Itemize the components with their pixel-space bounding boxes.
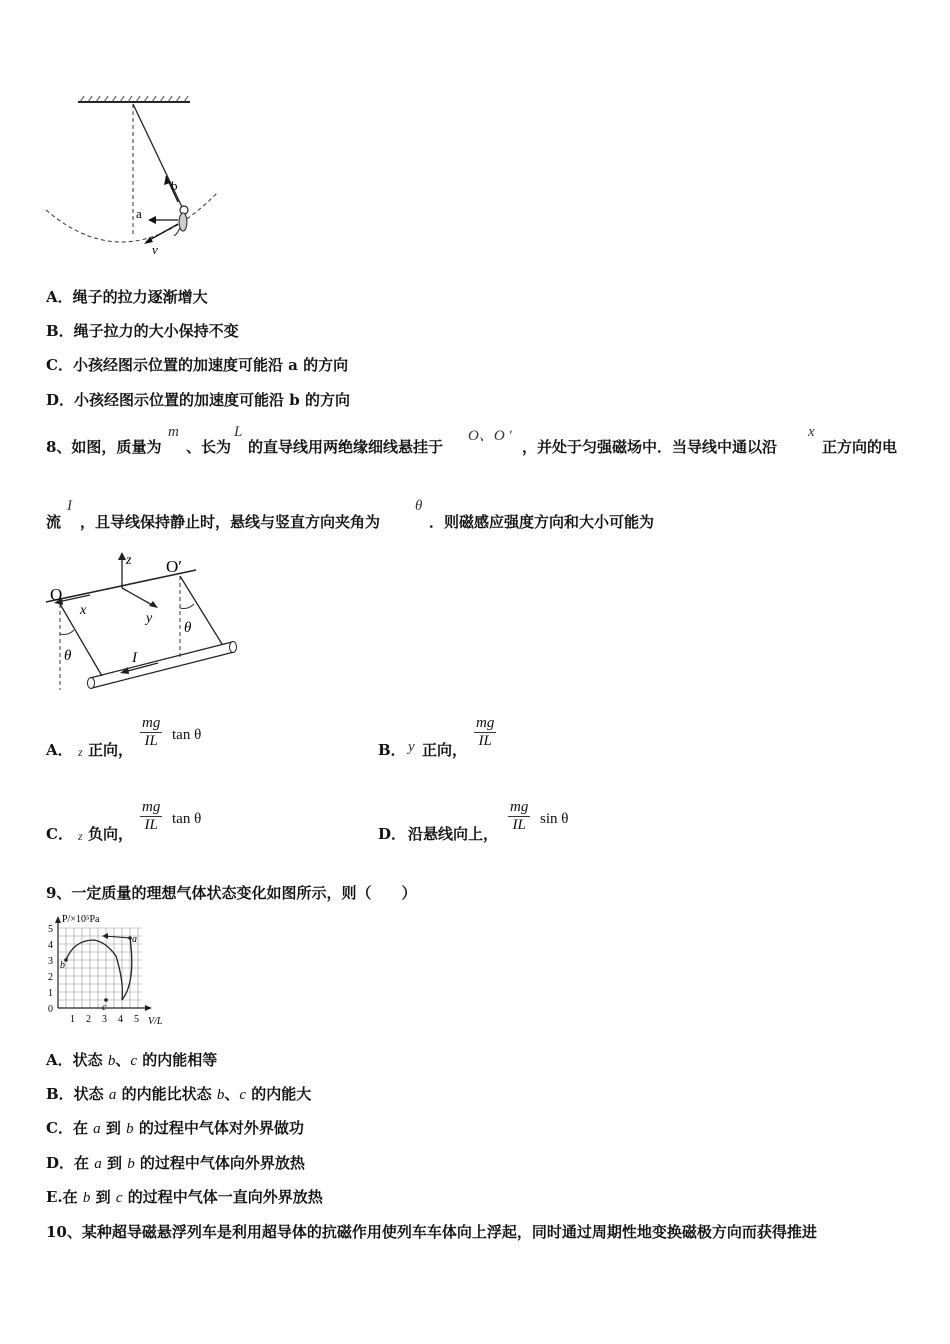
q8-option-b-fraction — [474, 715, 496, 750]
fraction-denominator: IL — [144, 817, 158, 833]
xtick-1: 1 — [70, 1014, 75, 1025]
q8-sym-m: m — [168, 424, 179, 440]
option-mid: 的内能比状态 — [116, 1085, 217, 1103]
ytick-5: 5 — [48, 924, 53, 935]
q8-option-b-axis: y — [408, 739, 415, 755]
q8-option-c-text: 负向， — [88, 825, 134, 843]
q8-option-a-axis: z — [78, 745, 83, 759]
fraction-denominator: IL — [478, 733, 492, 749]
fraction-numerator: mg — [476, 715, 495, 731]
q9-option-c — [46, 1117, 304, 1138]
state-var: a — [94, 1156, 102, 1172]
wire-figure — [40, 548, 250, 698]
xtick-3: 3 — [102, 1014, 107, 1025]
xtick-5: 5 — [134, 1014, 139, 1025]
q8-option-a-fn: tan θ — [172, 727, 202, 743]
option-mid: 到 — [101, 1154, 128, 1172]
option-label: D．在 — [46, 1154, 95, 1172]
xtick-4: 4 — [118, 1014, 123, 1025]
point-c: c — [102, 1002, 107, 1013]
q9-option-b — [46, 1083, 311, 1104]
fraction-numerator: mg — [142, 715, 161, 731]
q9-option-e — [46, 1186, 323, 1207]
chart-ylabel: P/×10⁵Pa — [62, 914, 100, 925]
option-tail: 的内能相等 — [137, 1051, 218, 1069]
label-o: O — [50, 585, 63, 604]
q7-option-b: B．绳子拉力的大小保持不变 — [46, 322, 239, 340]
fraction-denominator: IL — [144, 733, 158, 749]
q8-sym-i: I — [67, 498, 72, 514]
q7-option-a: A．绳子的拉力逐渐增大 — [46, 288, 208, 306]
separator: 、 — [115, 1051, 131, 1069]
q8-option-d-fn: sin θ — [540, 811, 569, 827]
label-theta-right: θ — [184, 620, 192, 636]
option-label: E.在 — [46, 1188, 83, 1206]
swing-figure — [40, 92, 230, 262]
state-var: b — [82, 1190, 91, 1206]
option-tail: 的过程中气体向外界放热 — [134, 1154, 305, 1172]
state-var: c — [115, 1190, 123, 1206]
q8-stem-part3: 的直导线用两绝缘细线悬挂于 — [248, 438, 444, 456]
fraction-denominator: IL — [512, 817, 526, 833]
q8-option-c-axis: z — [78, 829, 83, 843]
state-var: b — [126, 1121, 134, 1137]
q8-stem-part5: 正方向的电 — [822, 438, 898, 456]
label-a: a — [136, 206, 142, 221]
state-var: b — [107, 1053, 116, 1069]
option-mid: 到 — [100, 1119, 127, 1137]
ytick-0: 0 — [48, 1004, 53, 1015]
state-var: c — [130, 1053, 138, 1069]
chart-xlabel: V/L — [148, 1016, 163, 1027]
q8-stem-part8: ．则磁感应强度方向和大小可能为 — [429, 513, 655, 531]
option-label: B．状态 — [46, 1085, 109, 1103]
q7-option-d: D．小孩经图示位置的加速度可能沿 b 的方向 — [46, 391, 350, 409]
q8-option-a-text: 正向， — [88, 741, 134, 759]
option-label: C．在 — [46, 1119, 94, 1137]
q8-sym-oo: O、O ' — [468, 428, 512, 444]
q9-option-a — [46, 1049, 217, 1070]
point-a: a — [132, 934, 137, 945]
option-label: A．状态 — [46, 1051, 108, 1069]
state-var: a — [108, 1087, 117, 1103]
q8-stem-part4: ，并处于匀强磁场中．当导线中通以沿 — [522, 438, 778, 456]
q8-option-d-text: 沿悬线向上， — [408, 825, 499, 843]
label-o-prime: O′ — [166, 557, 182, 576]
xtick-2: 2 — [86, 1014, 91, 1025]
label-current: I — [132, 650, 137, 666]
fraction-numerator: mg — [142, 799, 161, 815]
q8-stem-part7: ，且导线保持静止时，悬线与竖直方向夹角为 — [80, 513, 381, 531]
option-tail: 的过程中气体一直向外界放热 — [122, 1188, 323, 1206]
q8-stem-part2: 、长为 — [186, 438, 232, 456]
q8-option-a-prefix: A． — [46, 741, 73, 759]
q8-stem-part1: 8、如图，质量为 — [46, 438, 162, 456]
q9-option-d — [46, 1152, 305, 1173]
option-mid: 到 — [90, 1188, 116, 1206]
q8-stem-part6: 流 — [46, 513, 62, 531]
state-var: c — [239, 1087, 247, 1103]
state-var: b — [127, 1156, 135, 1172]
q8-sym-x: x — [808, 424, 815, 440]
ytick-3: 3 — [48, 956, 53, 967]
state-var: b — [216, 1087, 225, 1103]
label-z: z — [126, 553, 132, 568]
ytick-1: 1 — [48, 988, 53, 999]
label-b: b — [171, 178, 178, 193]
ytick-2: 2 — [48, 972, 53, 983]
option-tail: 的内能大 — [246, 1085, 312, 1103]
label-y: y — [146, 611, 153, 626]
q8-option-b-prefix: B． — [378, 741, 406, 759]
pv-chart — [44, 912, 184, 1028]
label-theta-left: θ — [64, 648, 72, 664]
q8-option-c-fraction — [140, 799, 162, 834]
fraction-numerator: mg — [510, 799, 529, 815]
q8-option-d-fraction — [508, 799, 530, 834]
q8-sym-theta: θ — [415, 498, 423, 514]
q8-option-b-text: 正向， — [422, 741, 468, 759]
label-v: v — [152, 242, 158, 257]
q8-option-c-fn: tan θ — [172, 811, 202, 827]
q8-sym-l: L — [234, 424, 243, 440]
ytick-4: 4 — [48, 940, 53, 951]
separator: 、 — [224, 1085, 240, 1103]
q7-option-c: C．小孩经图示位置的加速度可能沿 a 的方向 — [46, 356, 349, 374]
q8-option-d-prefix: D． — [378, 825, 407, 843]
q9-stem: 9、一定质量的理想气体状态变化如图所示，则（ ） — [46, 884, 417, 902]
state-var: a — [93, 1121, 101, 1137]
label-x: x — [80, 603, 87, 618]
q8-option-a-fraction — [140, 715, 162, 750]
q10-stem: 10、某种超导磁悬浮列车是利用超导体的抗磁作用使列车车体向上浮起，同时通过周期性地变换磁极方向而获得推进 — [46, 1223, 817, 1241]
option-tail: 的过程中气体对外界做功 — [133, 1119, 304, 1137]
point-b: b — [60, 960, 65, 971]
q8-option-c-prefix: C． — [46, 825, 73, 843]
